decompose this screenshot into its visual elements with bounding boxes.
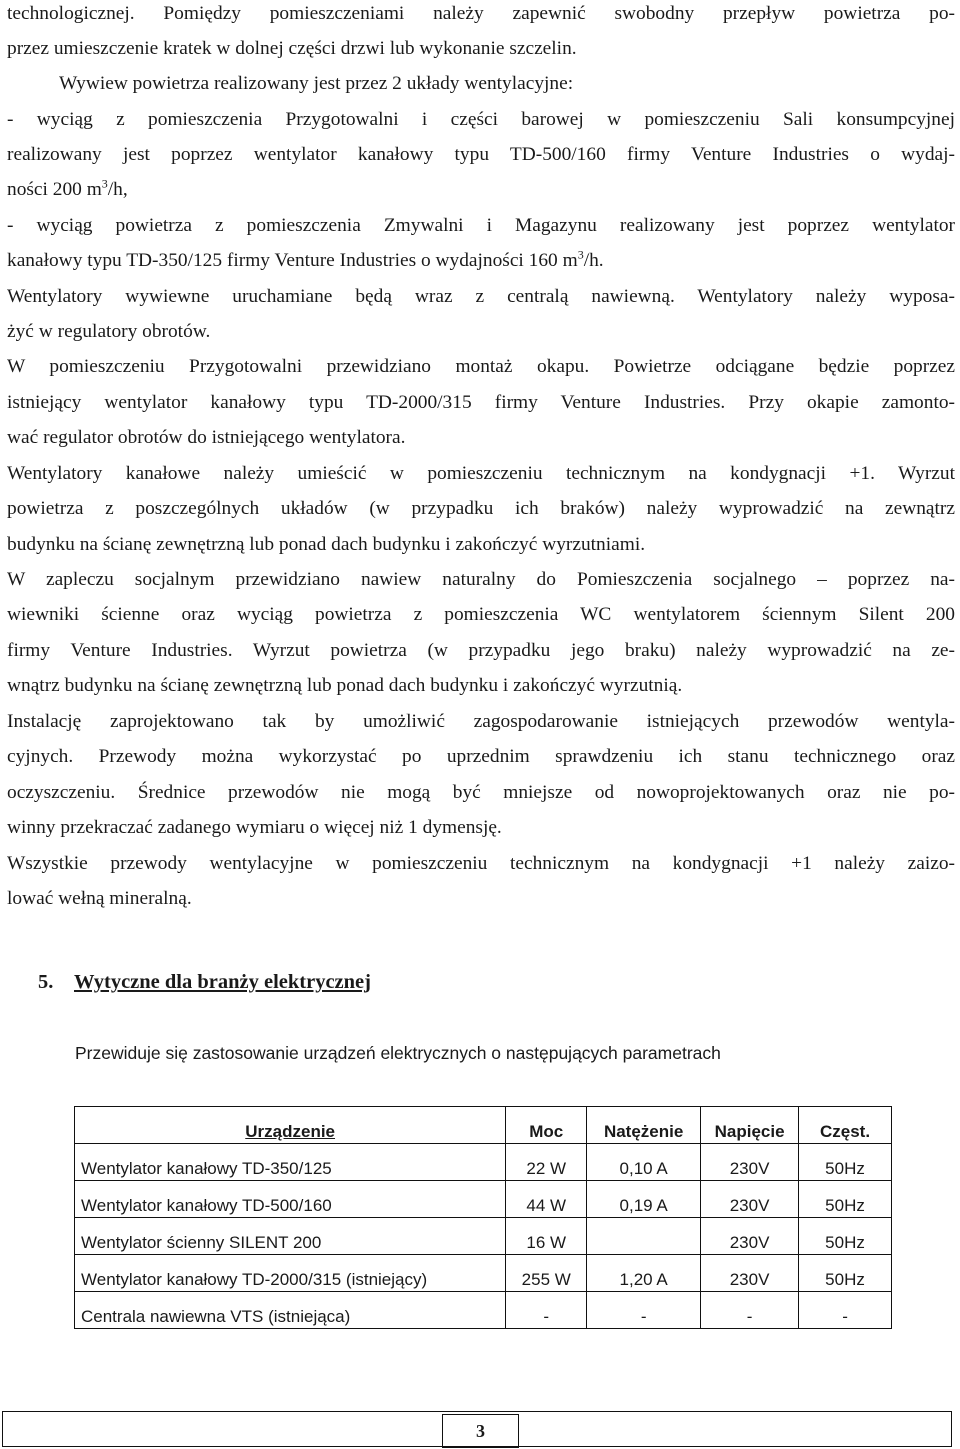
cell-frequency: 50Hz [799, 1181, 892, 1218]
body-line: Wszystkie przewody wentylacyjne w pomieszczeniu technicznym na kondygnacji +1 należy zaizo- [7, 853, 955, 874]
cell-current [587, 1218, 701, 1255]
body-line: firmy Venture Industries. Wyrzut powietrza (w przypadku jego braku) należy wyprowadzić na ze- [7, 640, 955, 661]
body-line: technologicznej. Pomiędzy pomieszczeniami należy zapewnić swobodny przepływ powietrza po- [7, 3, 955, 24]
table-row [75, 1181, 892, 1218]
body-line: lować wełną mineralną. [7, 888, 192, 909]
cell-device: Wentylator kanałowy TD-2000/315 (istniejący) [75, 1255, 506, 1292]
body-line: - wyciąg powietrza z pomieszczenia Zmywalni i Magazynu realizowany jest poprzez wentylator [7, 215, 955, 236]
cell-power: 22 W [506, 1144, 587, 1181]
body-line: wiewniki ścienne oraz wyciąg powietrza z pomieszczenia WC wentylatorem ściennym Silent 200 [7, 604, 955, 625]
section-heading [38, 971, 371, 994]
table-header-row [75, 1107, 892, 1144]
cell-voltage: 230V [701, 1181, 799, 1218]
section-number: 5. [38, 971, 54, 993]
header-device: Urządzenie [75, 1107, 506, 1144]
body-line: kanałowy typu TD-350/125 firmy Venture Industries o wydajności 160 $m^3/h$. [7, 247, 604, 271]
body-line: wać regulator obrotów do istniejącego wentylatora. [7, 427, 406, 448]
body-line: winny przekraczać zadanego wymiaru o więcej niż 1 dymensję. [7, 817, 502, 838]
body-line: - wyciąg z pomieszczenia Przygotowalni i części barowej w pomieszczeniu Sali konsumpcyjnej [7, 109, 955, 130]
body-line: Wywiew powietrza realizowany jest przez 2 układy wentylacyjne: [59, 73, 574, 94]
section-intro: Przewiduje się zastosowanie urządzeń elektrycznych o następujących parametrach [75, 1043, 721, 1063]
cell-power: 255 W [506, 1255, 587, 1292]
cell-voltage: - [701, 1292, 799, 1329]
body-line: Instalację zaprojektowano tak by umożliwić zagospodarowanie istniejących przewodów wentyla- [7, 711, 955, 732]
body-line: żyć w regulatory obrotów. [7, 321, 211, 342]
cell-device: Centrala nawiewna VTS (istniejąca) [75, 1292, 506, 1329]
body-line: budynku na ścianę zewnętrzną lub ponad dach budynku i zakończyć wyrzutniami. [7, 534, 646, 555]
body-line: Wentylatory wywiewne uruchamiane będą wraz z centralą nawiewną. Wentylatory należy wyposa- [7, 286, 955, 307]
superscript: 3 [577, 247, 584, 262]
table-row [75, 1255, 892, 1292]
header-power: Moc [506, 1107, 587, 1144]
section-title: Wytyczne dla branży elektrycznej [74, 971, 371, 993]
device-parameters-table [74, 1106, 892, 1329]
superscript: 3 [101, 176, 108, 191]
cell-frequency: - [799, 1292, 892, 1329]
body-line: W pomieszczeniu Przygotowalni przewidziano montaż okapu. Powietrze odciągane będzie poprzez [7, 356, 955, 377]
cell-current: 0,10 A [587, 1144, 701, 1181]
cell-device: Wentylator ścienny SILENT 200 [75, 1218, 506, 1255]
cell-frequency: 50Hz [799, 1255, 892, 1292]
body-line: istniejący wentylator kanałowy typu TD-2000/315 firmy Venture Industries. Przy okapie zamonto- [7, 392, 955, 413]
cell-power: 44 W [506, 1181, 587, 1218]
body-line: przez umieszczenie kratek w dolnej części drzwi lub wykonanie szczelin. [7, 38, 577, 59]
header-voltage: Napięcie [701, 1107, 799, 1144]
body-line: realizowany jest poprzez wentylator kanałowy typu TD-500/160 firmy Venture Industries o wydaj- [7, 144, 955, 165]
table-row [75, 1292, 892, 1329]
table-row [75, 1218, 892, 1255]
page-number: 3 [442, 1414, 519, 1448]
body-line: cyjnych. Przewody można wykorzystać po uprzednim sprawdzeniu ich stanu technicznego oraz [7, 746, 955, 767]
cell-device: Wentylator kanałowy TD-350/125 [75, 1144, 506, 1181]
body-line: Wentylatory kanałowe należy umieścić w pomieszczeniu technicznym na kondygnacji +1. Wyrzut [7, 463, 955, 484]
cell-voltage: 230V [701, 1144, 799, 1181]
header-current: Natężenie [587, 1107, 701, 1144]
cell-power: 16 W [506, 1218, 587, 1255]
cell-device: Wentylator kanałowy TD-500/160 [75, 1181, 506, 1218]
cell-voltage: 230V [701, 1218, 799, 1255]
cell-current: 0,19 A [587, 1181, 701, 1218]
cell-voltage: 230V [701, 1255, 799, 1292]
cell-current: 1,20 A [587, 1255, 701, 1292]
cell-current: - [587, 1292, 701, 1329]
body-line: wnątrz budynku na ścianę zewnętrzną lub ponad dach budynku i zakończyć wyrzutnią. [7, 675, 683, 696]
body-line: W zapleczu socjalnym przewidziano nawiew naturalny do Pomieszczenia socjalnego – poprzez na- [7, 569, 955, 590]
body-line: oczyszczeniu. Średnice przewodów nie mogą być mniejsze od nowoprojektowanych oraz nie po- [7, 782, 955, 803]
body-line: ności 200 $m^3/h$, [7, 176, 128, 200]
cell-power: - [506, 1292, 587, 1329]
cell-frequency: 50Hz [799, 1218, 892, 1255]
cell-frequency: 50Hz [799, 1144, 892, 1181]
header-frequency: Częst. [799, 1107, 892, 1144]
table-row [75, 1144, 892, 1181]
body-line: powietrza z poszczególnych układów (w przypadku ich braków) należy wyprowadzić na zewnątrz [7, 498, 955, 519]
